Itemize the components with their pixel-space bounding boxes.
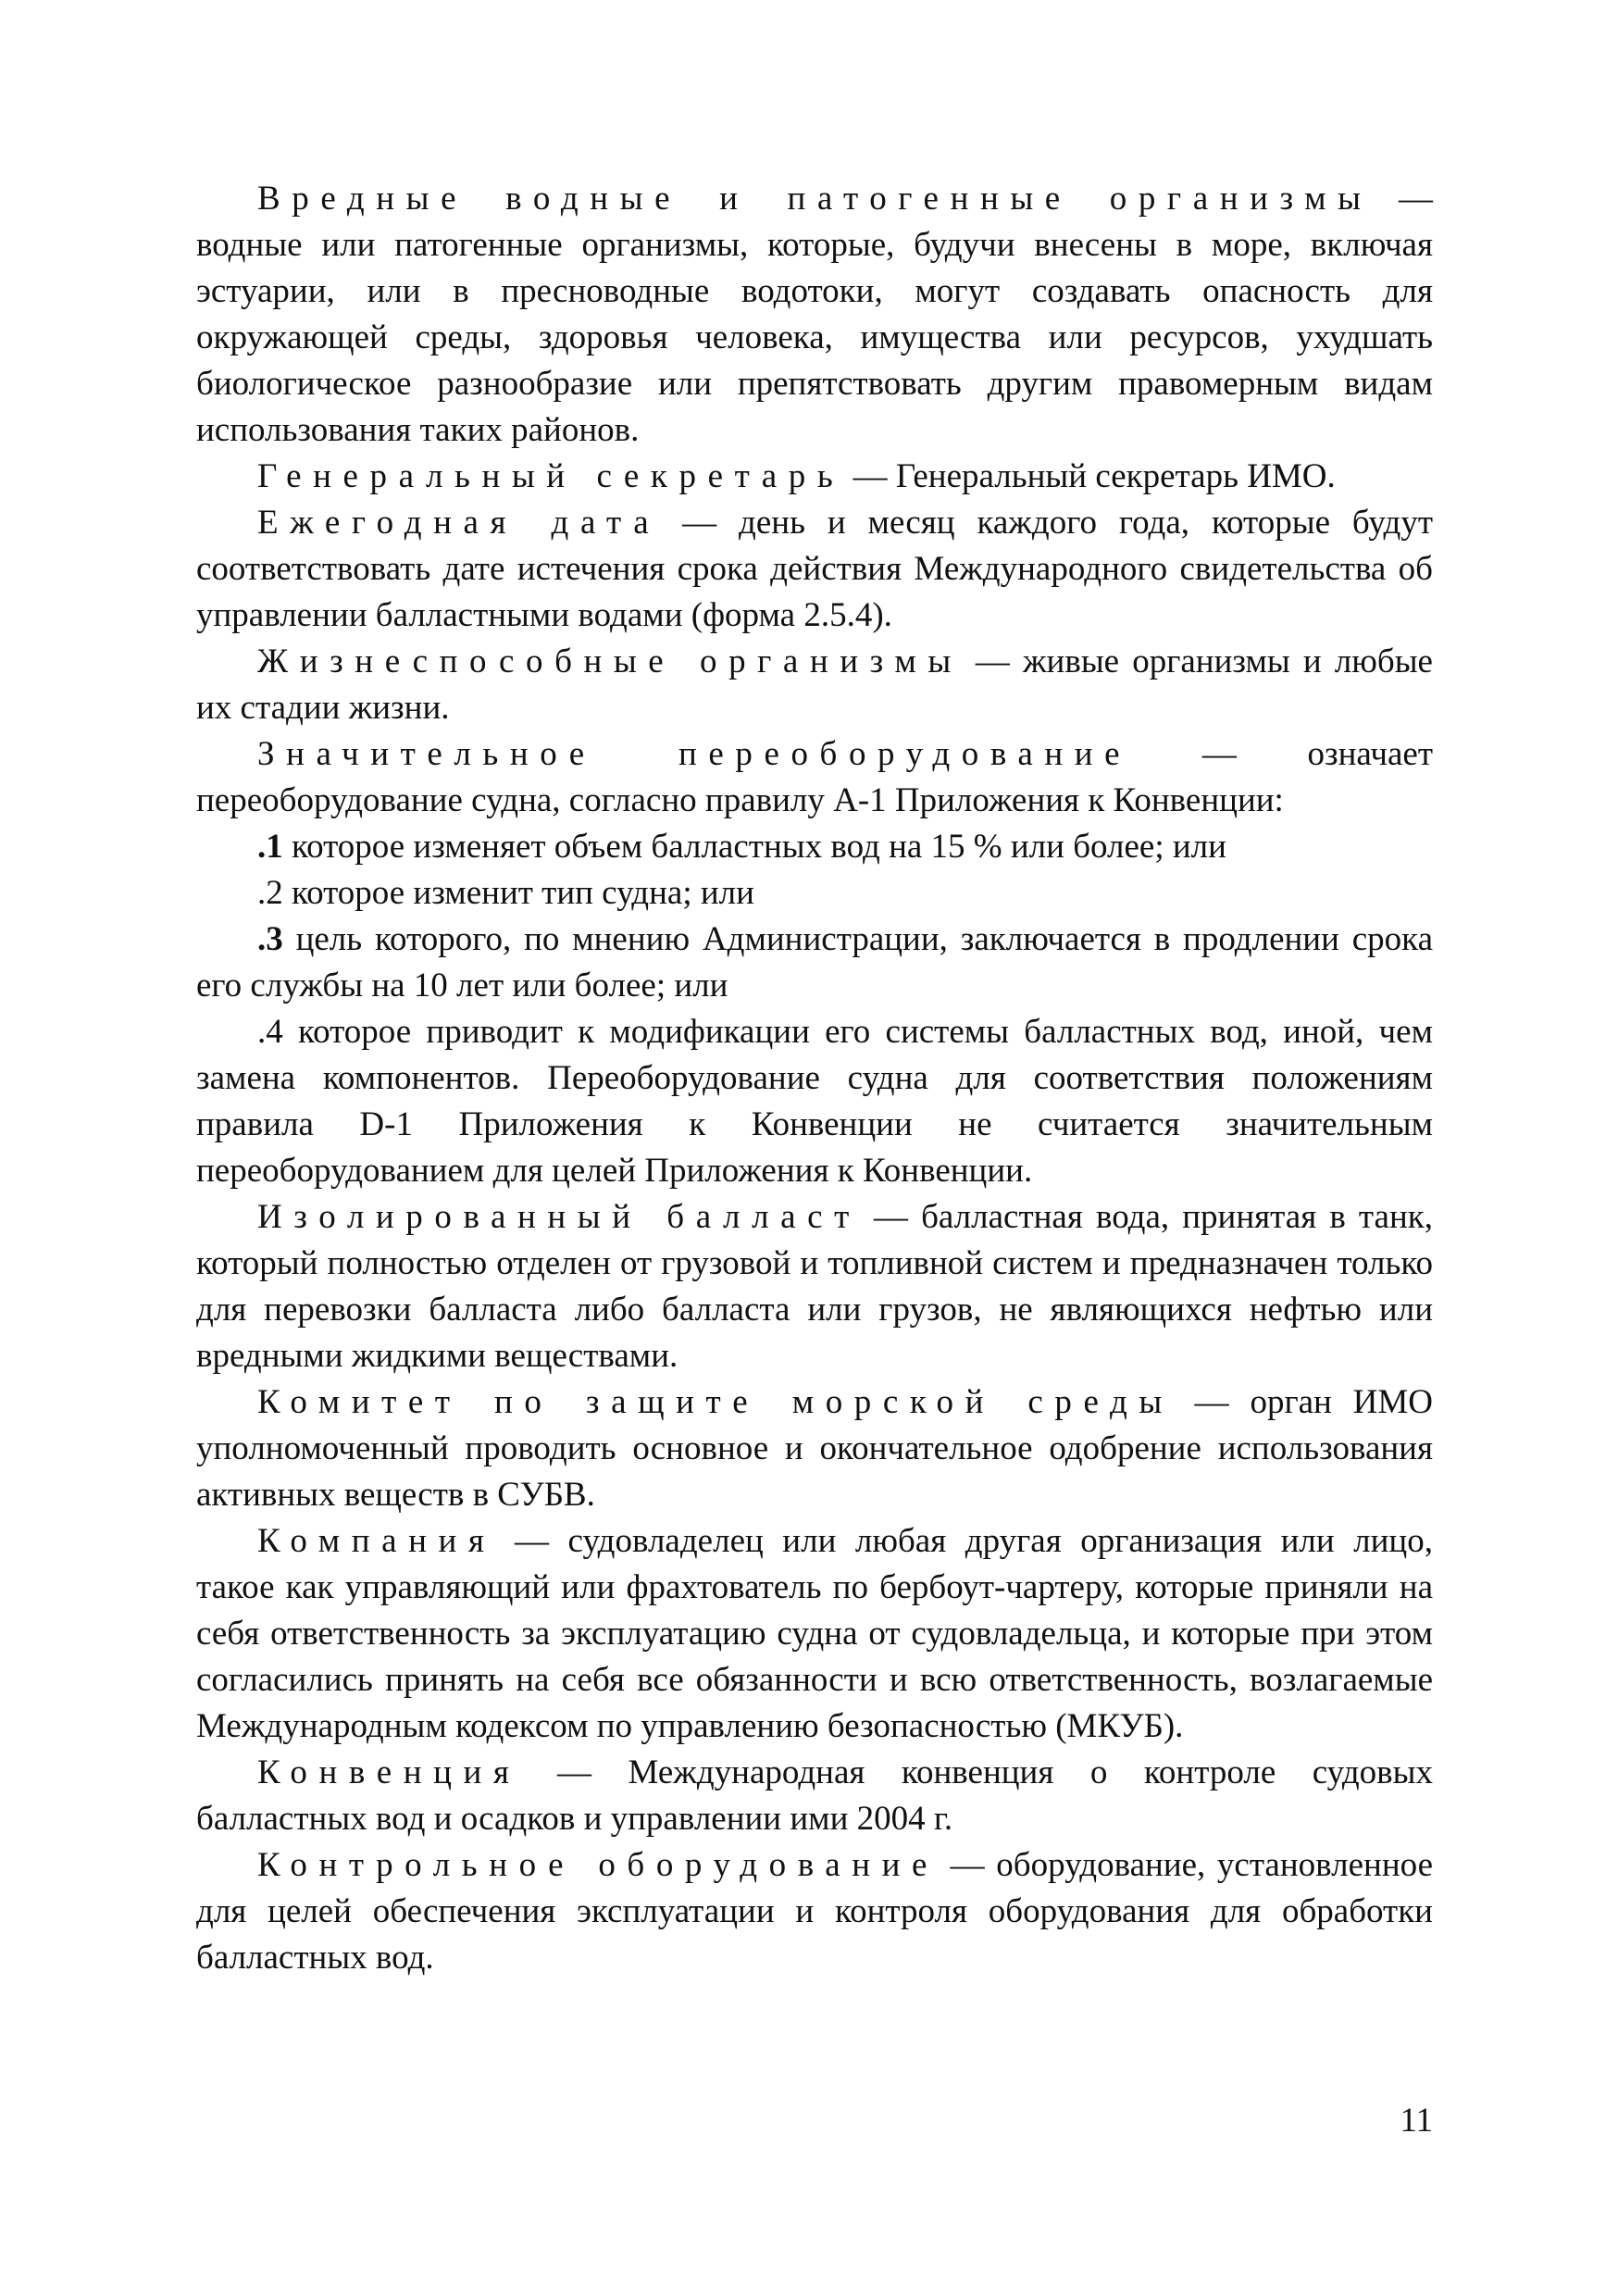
definition-term: Ежегодная дата [257, 504, 661, 542]
definition-text: — водные или патогенные организмы, которые, будучи внесены в море, включая эстуарии, или в пресноводные водотоки, могут создавать опасность для окружающей среды, здоровья человека, имущества или ресурсов, ухудшать биологическое разнообразие или препятствовать другим правомерным видам использования таких районов. [196, 180, 1433, 449]
list-item-text: которое изменяет объем балластных вод на 15 % или более; или [282, 828, 1226, 866]
definition-paragraph [196, 454, 1433, 500]
definition-paragraph [196, 1518, 1433, 1750]
definition-paragraph [196, 731, 1433, 824]
definition-paragraph [196, 1842, 1433, 1981]
definition-paragraph [196, 1379, 1433, 1518]
definition-paragraph [196, 500, 1433, 639]
definition-text: — Генеральный секретарь ИМО. [844, 457, 1336, 495]
definition-text: — день и месяц каждого года, которые будут соответствовать дате истечения срока действия Международного свидетельства об управлении балластными водами (форма 2.5.4). [196, 504, 1433, 634]
definition-term: Контрольное оборудование [257, 1846, 940, 1884]
page-number: 11 [1400, 2102, 1433, 2140]
definition-paragraph [196, 1750, 1433, 1842]
definition-term: Изолированный балласт [257, 1198, 861, 1236]
definition-term: Генеральный секретарь [257, 457, 845, 495]
definition-text: — балластная вода, принятая в танк, который полностью отделен от грузовой и топливной систем и предназначен только для перевозки балласта либо балласта или грузов, не являющихся нефтью или вредными жидкими веществами. [196, 1198, 1433, 1375]
definition-term: Жизнеспособные организмы [257, 643, 963, 680]
definition-text: — живые организмы и любые их стадии жизни. [196, 643, 1433, 727]
definition-paragraph [196, 639, 1433, 731]
definition-term: Компания [257, 1522, 496, 1560]
definition-term: Комитет по защите морской среды [257, 1383, 1174, 1421]
list-item [196, 917, 1433, 1009]
list-item-number: .4 [257, 1013, 283, 1051]
list-item [196, 870, 1433, 917]
definition-term: Вредные водные и патогенные организмы [257, 180, 1373, 218]
list-item-number: .1 [257, 828, 283, 866]
definition-text: — Международная конвенция о контроле судовых балластных вод и осадков и управлении ими 2004 г. [196, 1753, 1433, 1838]
list-item [196, 1009, 1433, 1194]
definition-text: — орган ИМО уполномоченный проводить основное и окончательное одобрение использования активных веществ в СУБВ. [196, 1383, 1433, 1514]
definition-term: Конвенция [257, 1753, 521, 1791]
list-item-text: цель которого, по мнению Администрации, заключается в продлении срока его службы на 10 лет или более; или [196, 920, 1433, 1004]
list-item [196, 824, 1433, 870]
definition-paragraph [196, 1194, 1433, 1379]
definition-term: Значительное переоборудование [257, 735, 1132, 773]
document-page [196, 176, 1433, 1981]
definition-paragraph [196, 176, 1433, 454]
list-item-text: которое изменит тип судна; или [282, 874, 754, 912]
definition-text: — судовладелец или любая другая организация или лицо, такое как управляющий или фрахтователь по бербоут-чартеру, которые приняли на себя ответственность за эксплуатацию судна от судовладельца, и которые при этом согласились принять на себя все обязанности и всю ответственность, возлагаемые Международным кодексом по управлению безопасностью (МКУБ). [196, 1522, 1433, 1745]
definition-text: — оборудование, установленное для целей обеспечения эксплуатации и контроля оборудования для обработки балластных вод. [196, 1846, 1434, 1977]
list-item-number: .2 [257, 874, 283, 912]
list-item-number: .3 [257, 920, 283, 958]
definition-text: — означает переоборудование судна, согласно правилу А-1 Приложения к Конвенции: [196, 735, 1433, 819]
list-item-text: которое приводит к модификации его системы балластных вод, иной, чем замена компонентов. Переоборудование судна для соответствия положениям правила D-1 Приложения к Конвенции не считается значительным переоборудованием для целей Приложения к Конвенции. [196, 1013, 1433, 1190]
